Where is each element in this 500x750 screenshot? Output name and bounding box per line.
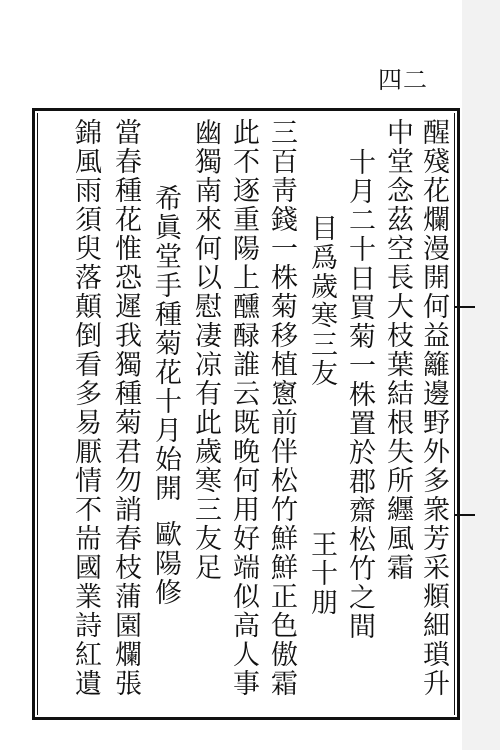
fold-mark [455, 306, 475, 308]
text-column: 幽獨南來何以慰凄凉有此歲寒三友足 [190, 118, 221, 582]
text-column: 十月二十日買菊一株置於郡齋松竹之間 [344, 148, 375, 641]
author-name: 歐陽修 [150, 520, 181, 607]
text-column: 中堂念茲空長大枝葉結根失所纒風霜 [382, 118, 413, 582]
text-column: 此不逐重陽上醺醁誰云既晚何用好端似高人事 [228, 118, 259, 698]
text-column: 錦風雨須臾落顛倒看多易厭情不耑國業詩紅遺 [70, 118, 101, 698]
text-column: 當春種花惟恐遲我獨種菊君勿誚春枝蒲園爛張 [110, 118, 141, 698]
author-name: 王十朋 [306, 530, 337, 617]
page-edge [462, 0, 500, 750]
text-column: 醒殘花爛漫開何益籬邊野外多衆芳采頫細瑣升 [418, 118, 449, 698]
page-header: 四二 [378, 66, 428, 94]
fold-mark [455, 514, 475, 516]
text-column: 目爲歲寒三友 [306, 214, 337, 388]
text-column: 三百靑錢一株菊移植窻前伴松竹鮮鮮正色傲霜 [266, 118, 297, 698]
text-column: 希眞堂手種菊花十月始開 [150, 184, 181, 503]
